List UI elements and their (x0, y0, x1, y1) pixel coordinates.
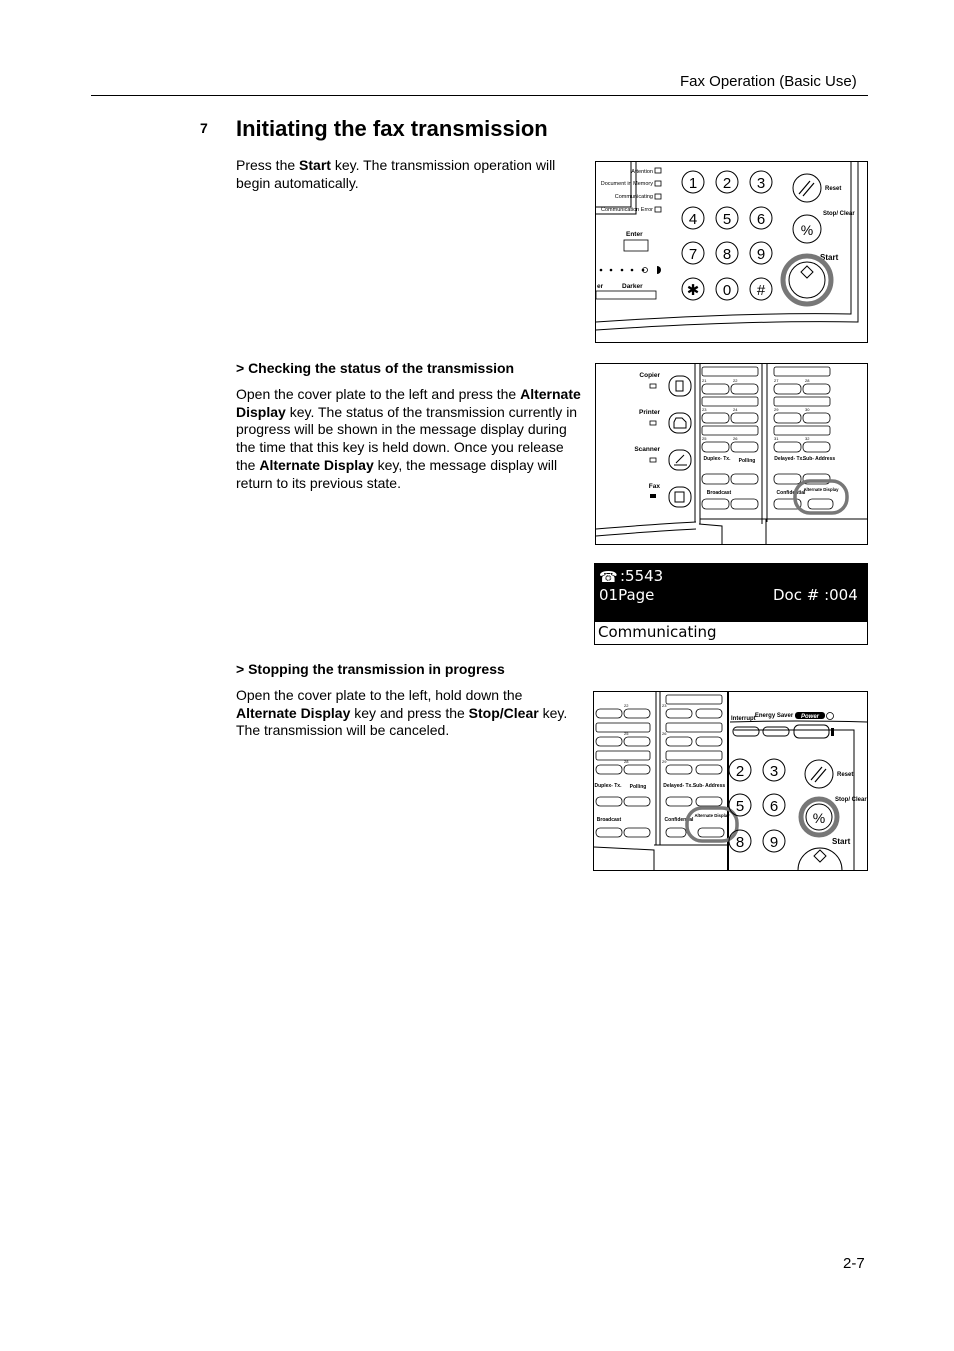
indicator-label: Communication Error (601, 207, 653, 213)
text-run: Open the cover plate to the left and press the (236, 386, 521, 402)
key-start: Start (299, 157, 331, 173)
key-stop-clear: Stop/Clear (468, 704, 539, 721)
key-2[interactable]: 2 (722, 175, 732, 192)
message-display (594, 563, 868, 645)
stop-panel-illustration (594, 692, 867, 870)
numeric-keys (682, 171, 772, 300)
svg-text:25: 25 (624, 731, 629, 736)
key-0[interactable]: 0 (722, 282, 732, 299)
key-alternate-display: Alternate Display (236, 704, 351, 721)
alternate-display-label: Alternate Display (694, 813, 730, 818)
broadcast-label: Broadcast (596, 817, 622, 823)
start-key[interactable] (789, 262, 825, 298)
indicator-label: Communicating (614, 194, 653, 200)
reset-icon (799, 181, 814, 196)
indicator-label: Document in Memory (600, 181, 653, 187)
power-key[interactable] (794, 725, 829, 738)
stop-clear-icon: % (800, 222, 814, 238)
text-run: Open the cover plate to the left, hold down the (236, 687, 523, 703)
start-key[interactable] (798, 848, 842, 870)
step-title: Initiating the fax transmission (236, 116, 548, 141)
scanner-key[interactable] (669, 450, 691, 470)
copier-icon (676, 381, 683, 391)
start-label: Start (832, 837, 851, 846)
confidential-label: Confidential (776, 490, 806, 496)
key-5[interactable]: 5 (722, 211, 732, 228)
start-highlight-circle (783, 256, 831, 304)
alternate-display-highlight (795, 481, 847, 513)
text-run: key. The status of the transmission currently in progress will be shown in the message display during the time that this key is held down. Once you release the (236, 403, 578, 473)
key-5[interactable]: 5 (735, 798, 745, 815)
step-number: 7 (200, 120, 208, 136)
svg-text:25: 25 (702, 436, 707, 441)
key-6[interactable]: 6 (756, 211, 766, 228)
broadcast-label: Broadcast (706, 490, 732, 496)
svg-text:26: 26 (662, 731, 667, 736)
display-line2-right: Doc # :004 (773, 586, 858, 604)
display-line2-left: 01Page (599, 586, 655, 604)
phone-icon: ☎ (599, 568, 618, 586)
display-status-bar (595, 622, 867, 644)
fax-key[interactable] (669, 487, 691, 507)
key-hash[interactable]: # (756, 282, 766, 299)
start-icon (814, 850, 826, 862)
delayed-tx-label: Delayed- Tx. (774, 456, 804, 462)
text-run: key. The transmission operation will begin automatically. (236, 157, 556, 191)
svg-text:27: 27 (774, 378, 779, 383)
darker-label: Darker (622, 283, 643, 290)
interrupt-label: Interrupt (731, 716, 756, 722)
alternate-display-label: Alternate Display (803, 487, 839, 492)
svg-text:22: 22 (733, 378, 738, 383)
duplex-tx-label: Duplex- Tx. (594, 783, 622, 789)
reset-key[interactable] (805, 760, 833, 788)
energy-saver-key[interactable] (763, 727, 789, 736)
text-run: Press the (236, 157, 300, 173)
start-label: Start (820, 253, 839, 262)
svg-text:23: 23 (662, 703, 667, 708)
lighter-label: er (597, 283, 604, 290)
key-1[interactable]: 1 (688, 175, 698, 192)
reset-icon (811, 767, 826, 782)
one-touch-illustration (596, 364, 867, 544)
stop-paragraph (236, 687, 586, 740)
indicator-label: Attention (631, 169, 653, 175)
key-8[interactable]: 8 (722, 246, 732, 263)
text-run: key and press the (350, 704, 469, 721)
svg-text:30: 30 (805, 407, 810, 412)
keypad-illustration (596, 162, 867, 342)
key-4[interactable]: 4 (688, 211, 698, 228)
polling-label: Polling (738, 458, 756, 464)
fax-icon (675, 492, 684, 502)
start-icon (801, 266, 813, 278)
numeric-keys (729, 759, 785, 852)
svg-text:22: 22 (624, 703, 629, 708)
svg-text:26: 26 (733, 436, 738, 441)
svg-text:28: 28 (805, 378, 810, 383)
printer-key[interactable] (669, 413, 691, 433)
reset-label: Reset (825, 186, 842, 192)
delayed-tx-label: Delayed- Tx. (663, 783, 693, 789)
confidential-label: Confidential (664, 817, 694, 823)
svg-text:29: 29 (774, 407, 779, 412)
alternate-display-key[interactable] (698, 828, 724, 837)
step-paragraph (236, 157, 586, 192)
stop-clear-icon: % (812, 810, 826, 826)
header-rule (91, 95, 868, 96)
polling-label: Polling (629, 784, 647, 790)
scanner-icon (674, 455, 687, 465)
sub-address-label: Sub- Address (802, 456, 836, 462)
copier-key[interactable] (669, 376, 691, 396)
key-9[interactable]: 9 (756, 246, 766, 263)
svg-text:29: 29 (662, 759, 667, 764)
check-paragraph (236, 386, 586, 492)
reset-label: Reset (837, 772, 854, 778)
stop-clear-label: Stop/ Clear (823, 211, 855, 217)
check-heading: > Checking the status of the transmission (236, 360, 515, 376)
svg-text:24: 24 (733, 407, 738, 412)
key-6[interactable]: 6 (769, 798, 779, 815)
mode-printer-label: Printer (639, 409, 660, 416)
stop-clear-label: Stop/ Clear (835, 797, 867, 803)
stop-heading: > Stopping the transmission in progress (236, 661, 505, 677)
key-3[interactable]: 3 (769, 763, 779, 780)
energy-saver-label: Energy Saver (754, 713, 794, 719)
text-run: key, the message display will return to its previous state. (236, 456, 558, 491)
key-3[interactable]: 3 (756, 175, 766, 192)
key-7[interactable]: 7 (688, 246, 698, 263)
svg-text:28: 28 (624, 759, 629, 764)
printer-icon (674, 418, 686, 428)
section-header: Fax Operation (Basic Use) (680, 73, 857, 90)
interrupt-key[interactable] (733, 727, 759, 736)
text-run: key. The transmission will be canceled. (236, 704, 568, 739)
key-2[interactable]: 2 (735, 763, 745, 780)
mode-scanner-label: Scanner (634, 446, 660, 453)
key-9[interactable]: 9 (769, 834, 779, 851)
one-touch-numbers (624, 703, 667, 764)
enter-label: Enter (626, 231, 643, 238)
enter-key[interactable] (624, 240, 648, 251)
sub-address-label: Sub- Address (692, 783, 726, 789)
display-status: Communicating (598, 623, 717, 641)
svg-text:32: 32 (805, 436, 810, 441)
duplex-tx-label: Duplex- Tx. (703, 456, 731, 462)
figure-stop-clear-panel (593, 691, 868, 871)
key-star[interactable]: ✱ (686, 282, 700, 299)
alternate-display-key[interactable] (808, 499, 833, 509)
figure-keypad-panel (595, 161, 868, 343)
display-line1: :5543 (620, 567, 664, 585)
mode-fax-label: Fax (648, 483, 660, 490)
key-8[interactable]: 8 (735, 834, 745, 851)
power-icon (827, 713, 834, 720)
key-alternate-display: Alternate Display (259, 456, 374, 473)
key-alternate-display: Alternate Display (236, 386, 581, 420)
figure-alternate-display-panel (595, 363, 868, 545)
svg-text:21: 21 (702, 378, 707, 383)
reset-key[interactable] (793, 174, 821, 202)
svg-text:31: 31 (774, 436, 779, 441)
power-label: Power (800, 714, 820, 720)
mode-copier-label: Copier (639, 372, 660, 379)
page-number: 2-7 (843, 1255, 865, 1272)
one-touch-numbers (702, 378, 810, 441)
svg-text:23: 23 (702, 407, 707, 412)
